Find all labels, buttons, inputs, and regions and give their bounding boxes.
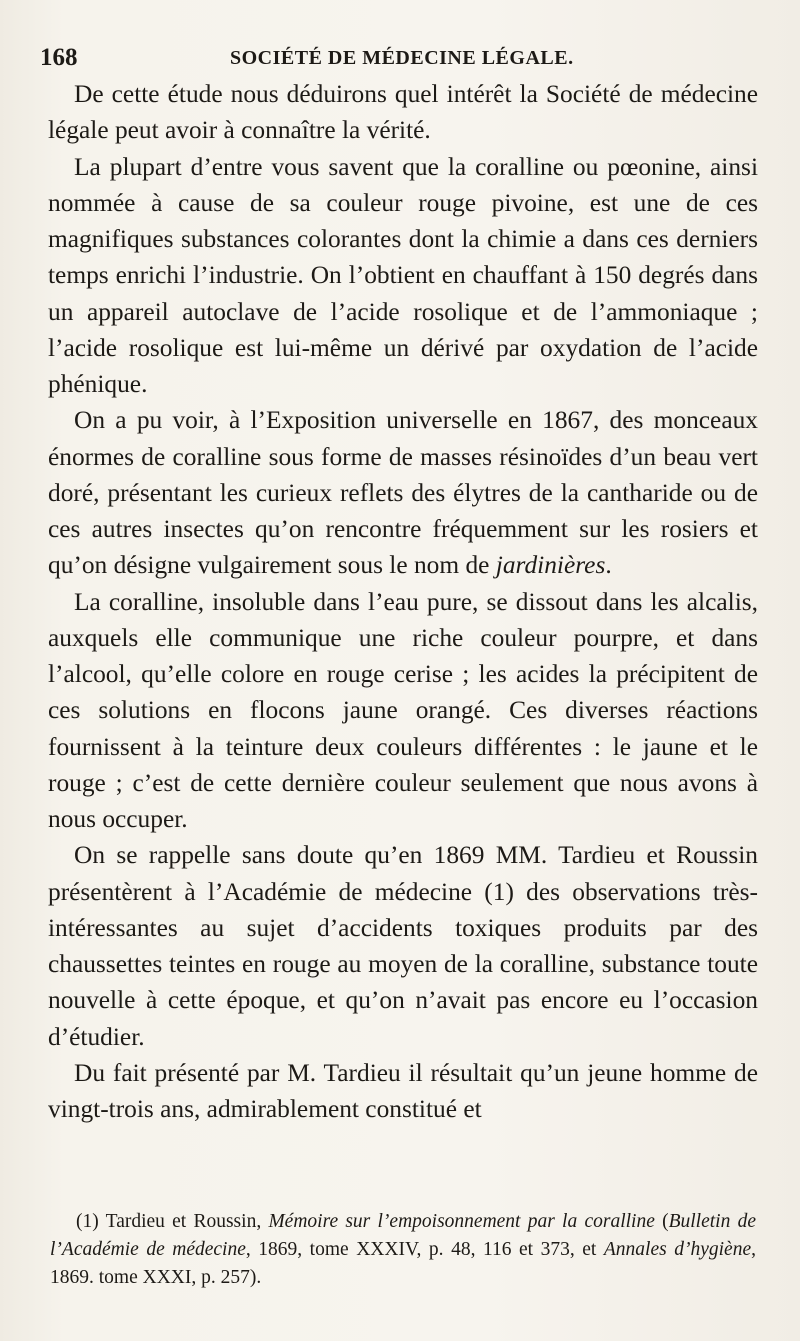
paragraph-intro: De cette étude nous déduirons quel intérêt la Société de médecine légale peut avoir à connaître la vérité. bbox=[48, 80, 758, 145]
paragraph-tardieu-roussin: On se rappelle sans doute qu’en 1869 MM. Tardieu et Roussin présentèrent à l’Académie de médecine (1) des observations très-intéressantes au sujet d’accidents toxiques produits par des chaussettes teintes en rouge au moyen de la coralline, substance toute nouvelle à cette époque, et qu’on n’avait pas encore eu l’occasion d’étudier. bbox=[48, 841, 758, 1051]
footnote-marker: (1) bbox=[76, 1211, 106, 1232]
page-number: 168 bbox=[40, 44, 78, 71]
body-text bbox=[48, 76, 758, 1127]
exposition-end: . bbox=[605, 551, 612, 580]
jardinieres-term: jardinières bbox=[495, 551, 606, 580]
page-header bbox=[40, 40, 760, 76]
paragraph-properties: La coralline, insoluble dans l’eau pure, se dissout dans les alcalis, auxquels elle communique une riche couleur pourpre, et dans l’alcool, qu’elle colore en rouge cerise ; les acides la précipitent de ces solutions en flocons jaune orangé. Ces diverses réactions fournissent à la teinture deux couleurs différentes : le jaune et le rouge ; c’est de cette dernière couleur seulement que nous avons à nous occuper. bbox=[48, 587, 758, 833]
running-head: SOCIÉTÉ DE MÉDECINE LÉGALE. bbox=[230, 47, 574, 69]
footnote-paren: ( bbox=[654, 1211, 669, 1232]
footnote-authors: Tardieu et Roussin, bbox=[105, 1211, 269, 1232]
footnote-middle: , 1869, tome XXXIV, p. 48, 116 et 373, et bbox=[245, 1239, 604, 1260]
paragraph-case-report: Du fait présenté par M. Tardieu il résultait qu’un jeune homme de vingt-trois ans, admirablement constitué et bbox=[48, 1058, 758, 1123]
footnote-1 bbox=[50, 1208, 756, 1292]
footnote-end: , 1869. tome XXXI, p. 257). bbox=[50, 1239, 756, 1288]
paragraph-exposition bbox=[48, 402, 758, 583]
paragraph-coralline-origin: La plupart d’entre vous savent que la coralline ou pœonine, ainsi nommée à cause de sa couleur rouge pivoine, est une de ces magnifiques substances colorantes dont la chimie a dans ces derniers temps enrichi l’industrie. On l’obtient en chauffant à 150 degrés dans un appareil autoclave de l’acide rosolique et de l’ammoniaque ; l’acide rosolique est lui-même un dérivé par oxydation de l’acide phénique. bbox=[48, 152, 758, 398]
footnotes bbox=[50, 1208, 756, 1292]
footnote-annales: Annales d’hygiène bbox=[603, 1239, 752, 1260]
footnote-title: Mémoire sur l’empoisonnement par la coralline bbox=[268, 1211, 655, 1232]
exposition-text: On a pu voir, à l’Exposition universelle en 1867, des monceaux énormes de coralline sous forme de masses résinoïdes d’un beau vert doré, présentant les curieux reflets des élytres de la cantharide ou de ces autres insectes qu’on rencontre fréquemment sur les rosiers et qu’on désigne vulgairement sous le nom de bbox=[48, 406, 758, 580]
footnote-bulletin: Bulletin de l’Académie de médecine bbox=[50, 1211, 756, 1260]
